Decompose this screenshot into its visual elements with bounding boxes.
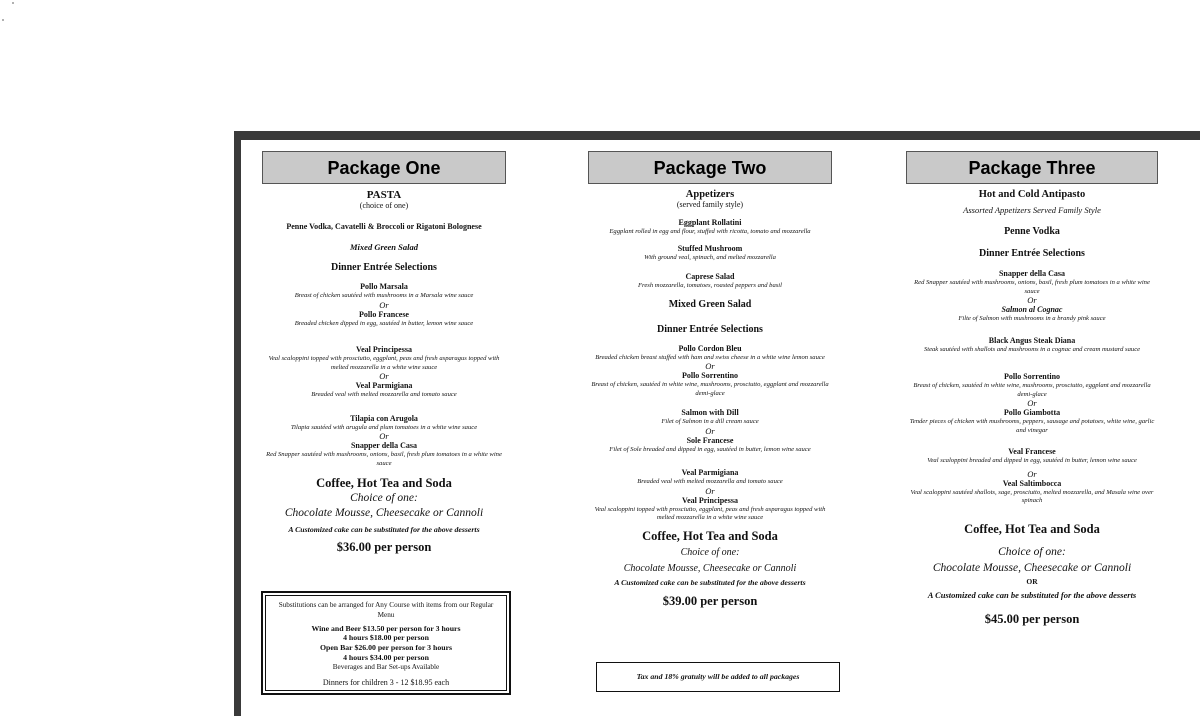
or-separator: Or [379, 299, 389, 310]
dessert-choice-label: Choice of one: [350, 492, 418, 504]
appetizer-name: Caprese Salad [685, 272, 735, 281]
bar-option: Open Bar $26.00 per person for 3 hours [319, 643, 453, 653]
entree-name: Salmon with Dill [681, 408, 739, 417]
bar-option: 4 hours $18.00 per person [343, 633, 429, 643]
document-viewer [234, 131, 1200, 716]
entree-description: Red Snapper sautéed with mushrooms, onions, basil, fresh plum tomatoes in a white wine sauce [266, 451, 502, 467]
dessert-choice-label: Choice of one: [680, 546, 740, 558]
entree-name: Pollo Francese [359, 309, 409, 319]
entree-description: Breaded veal with melted mozzarella and tomato sauce [311, 391, 457, 398]
or-separator: Or [705, 425, 715, 436]
or-separator: Or [1027, 295, 1037, 305]
appetizer-description: Fresh mozzarella, tomatoes, roasted peppers and basil [638, 282, 782, 289]
entree-description: Veal scaloppini breaded and dipped in egg, sautéed in butter, lemon wine sauce [927, 457, 1137, 464]
or-separator: Or [1027, 398, 1037, 408]
entree-description: Veal scaloppini sautéed shallots, sage, prosciutto, melted mozzarella, and Masala wine over spinach [910, 488, 1154, 504]
or-separator: OR [1026, 576, 1038, 586]
beverages-heading: Coffee, Hot Tea and Soda [316, 476, 452, 490]
entree-description: Filte of Salmon with mushrooms in a brandy pink sauce [958, 315, 1106, 322]
entree-description: Veal scaloppini topped with prosciutto, eggplant, peas and fresh asparagus topped with melted mozzarella in a white wine sauce [268, 355, 500, 371]
package-two-column [588, 151, 832, 609]
bar-option: Wine and Beer $13.50 per person for 3 hours [311, 623, 461, 633]
appetizer-name: Stuffed Mushroom [677, 243, 743, 253]
stray-mark [12, 2, 14, 4]
dessert-options: Chocolate Mousse, Cheesecake or Cannoli [284, 507, 484, 519]
entree-description: Breast of chicken, sautéed in white wine, mushrooms, prosciutto, eggplant and mozzarella demi-glace [913, 382, 1151, 398]
entree-description: Breast of chicken sautéed with mushrooms in a Marsala wine sauce [294, 292, 474, 299]
antipasto-heading: Hot and Cold Antipasto [978, 189, 1086, 200]
cake-note: A Customized cake can be substituted for the above desserts [614, 577, 806, 587]
entree-name: Tilapia con Arugola [350, 413, 418, 423]
stray-mark [2, 19, 4, 21]
package-one-column [262, 151, 506, 555]
entree-description: Filet of Salmon in a dill cream sauce [661, 418, 759, 425]
entree-name: Pollo Marsala [360, 282, 408, 291]
entree-name: Veal Principessa [356, 345, 412, 354]
entree-name: Pollo Giambotta [1003, 408, 1061, 417]
package-three-price: $45.00 per person [984, 611, 1080, 626]
entree-description: Tender pieces of chicken with mushrooms, peppers, sausage and potatoes, white wine, garlic and vinegar [909, 418, 1155, 434]
entree-description: Breast of chicken, sautéed in white wine, mushrooms, prosciutto, eggplant and mozzarella demi-glace [591, 381, 829, 397]
entree-description: Red Snapper sautéed with mushrooms, onions, basil, fresh plum tomatoes in a white wine sauce [914, 279, 1150, 295]
or-separator: Or [705, 361, 715, 371]
penne-heading: Penne Vodka [1004, 226, 1060, 237]
substitutions-note: Substitutions can be arranged for Any Course with items from our Regular Menu [278, 601, 494, 619]
bar-note: Beverages and Bar Set-ups Available [332, 662, 440, 671]
dinner-heading: Dinner Entrée Selections [657, 323, 763, 335]
package-three-column [906, 151, 1158, 627]
dessert-options: Chocolate Mousse, Cheesecake or Cannoli [932, 561, 1132, 574]
entree-name: Snapper della Casa [998, 269, 1066, 278]
cake-note: A Customized cake can be substituted for the above desserts [288, 525, 480, 534]
salad: Mixed Green Salad [668, 298, 752, 310]
package-one-header: Package One [262, 151, 506, 184]
appetizer-description: With ground veal, spinach, and melted mozzarella [644, 253, 776, 261]
entree-name: Snapper della Casa [350, 441, 418, 450]
appetizer-name: Eggplant Rollatini [678, 218, 742, 227]
cake-note: A Customized cake can be substituted for the above desserts [927, 589, 1137, 600]
dinner-heading: Dinner Entrée Selections [979, 248, 1085, 259]
antipasto-subheading: Assorted Appetizers Served Family Style [963, 205, 1101, 215]
entree-name: Veal Principessa [682, 495, 738, 505]
or-separator: Or [379, 371, 389, 381]
entree-description: Tilapia sautéed with arugula and plum tomatoes in a white wine sauce [290, 423, 478, 431]
package-two-price: $39.00 per person [662, 593, 758, 608]
extras-box [261, 591, 511, 695]
entree-name: Pollo Sorrentino [1003, 372, 1061, 381]
entree-description: Veal scaloppini topped with prosciutto, eggplant, peas and fresh asparagus topped with melted mozzarella in a white wine sauce [594, 505, 826, 521]
or-separator: Or [705, 485, 715, 496]
beverages-heading: Coffee, Hot Tea and Soda [964, 521, 1100, 536]
dessert-options: Chocolate Mousse, Cheesecake or Cannoli [623, 562, 797, 574]
entree-description: Filet of Sole breaded and dipped in egg, sautéed in butter, lemon wine sauce [609, 445, 811, 453]
pasta-subheading: (choice of one) [359, 201, 409, 210]
entree-name: Veal Parmigiana [355, 381, 413, 390]
entree-description: Breaded chicken dipped in egg, sautéed in butter, lemon wine sauce [294, 319, 474, 327]
children-price: Dinners for children 3 - 12 $18.95 each [322, 677, 450, 687]
entree-name: Pollo Sorrentino [681, 371, 739, 380]
dinner-heading: Dinner Entrée Selections [331, 262, 437, 273]
package-two-header: Package Two [588, 151, 832, 184]
beverages-heading: Coffee, Hot Tea and Soda [642, 528, 778, 543]
entree-name: Sole Francese [686, 435, 734, 445]
pasta-items: Penne Vodka, Cavatelli & Broccoli or Rigatoni Bolognese [286, 222, 482, 231]
appetizers-subheading: (served family style) [676, 200, 744, 209]
menu-page [241, 140, 1200, 716]
entree-name: Veal Parmigiana [681, 468, 739, 477]
package-one-price: $36.00 per person [336, 540, 432, 554]
appetizers-heading: Appetizers [685, 189, 735, 200]
entree-description: Steak sautéed with shallots and mushrooms in a cognac and cream mustard sauce [923, 345, 1141, 353]
entree-name: Black Angus Steak Diana [988, 335, 1076, 345]
entree-name: Veal Saltimbocca [1002, 478, 1062, 488]
entree-description: Breaded chicken breast stuffed with ham and swiss cheese in a white wine lemon sauce [595, 353, 825, 361]
appetizer-description: Eggplant rolled in egg and flour, stuffed with ricotta, tomato and mozzarella [609, 228, 811, 235]
entree-description: Breaded veal with melted mozzarella and tomato sauce [637, 478, 783, 485]
entree-name: Salmon al Cognac [1001, 305, 1063, 314]
bar-option: 4 hours $34.00 per person [343, 652, 429, 662]
or-separator: Or [1027, 468, 1037, 479]
package-three-header: Package Three [906, 151, 1158, 184]
entree-name: Pollo Cordon Bleu [678, 343, 742, 353]
pasta-heading: PASTA [366, 189, 402, 201]
tax-note-box: Tax and 18% gratuity will be added to all packages [596, 662, 840, 692]
entree-name: Veal Francese [1008, 447, 1056, 456]
salad: Mixed Green Salad [350, 242, 418, 252]
dessert-choice-label: Choice of one: [998, 545, 1066, 558]
or-separator: Or [379, 431, 389, 441]
